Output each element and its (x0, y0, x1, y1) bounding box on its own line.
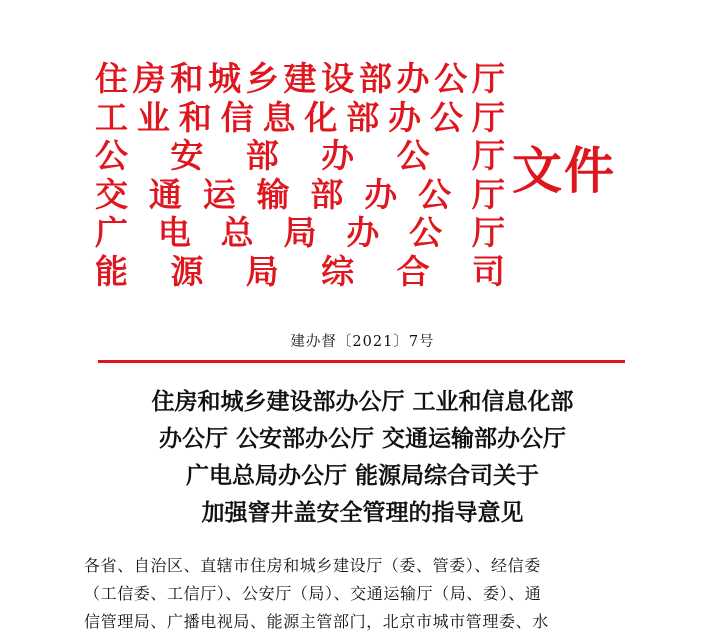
document-number: 建办督〔2021〕7号 (290, 334, 435, 350)
issuer-line: 广 电 总 局 办 公 厅 (95, 213, 505, 252)
red-divider-rule (98, 360, 625, 363)
issuer-line: 工 业 和 信 息 化 部 办 公 厅 (95, 97, 505, 137)
issuer-line: 能 源 局 综 合 司 (95, 251, 505, 291)
issuer-line: 交 通 运 输 部 办 公 厅 (95, 174, 505, 214)
issuer-line: 住 房 和 城 乡 建 设 部 办 公 厅 (95, 59, 505, 98)
body-line: 各省、自治区、直辖市住房和城乡建设厅（委、管委）、经信委 (84, 556, 541, 575)
body-line: 信管理局、广播电视局、能源主管部门，北京市城市管理委、水 (84, 612, 549, 631)
document-title (60, 383, 665, 531)
issuer-block (95, 60, 505, 291)
title-line: 广电总局办公厅 能源局综合司关于 (185, 462, 539, 489)
body-line: （工信委、工信厅）、公安厅（局）、交通运输厅（局、委）、通 (84, 584, 542, 603)
document-body (84, 552, 644, 636)
title-line: 办公厅 公安部办公厅 交通运输部办公厅 (158, 425, 566, 452)
document-suffix: 文件 (512, 141, 616, 200)
title-line: 住房和城乡建设部办公厅 工业和信息化部 (151, 388, 574, 415)
issuer-line: 公 安 部 办 公 厅 (95, 136, 505, 175)
title-line: 加强窨井盖安全管理的指导意见 (201, 499, 524, 526)
